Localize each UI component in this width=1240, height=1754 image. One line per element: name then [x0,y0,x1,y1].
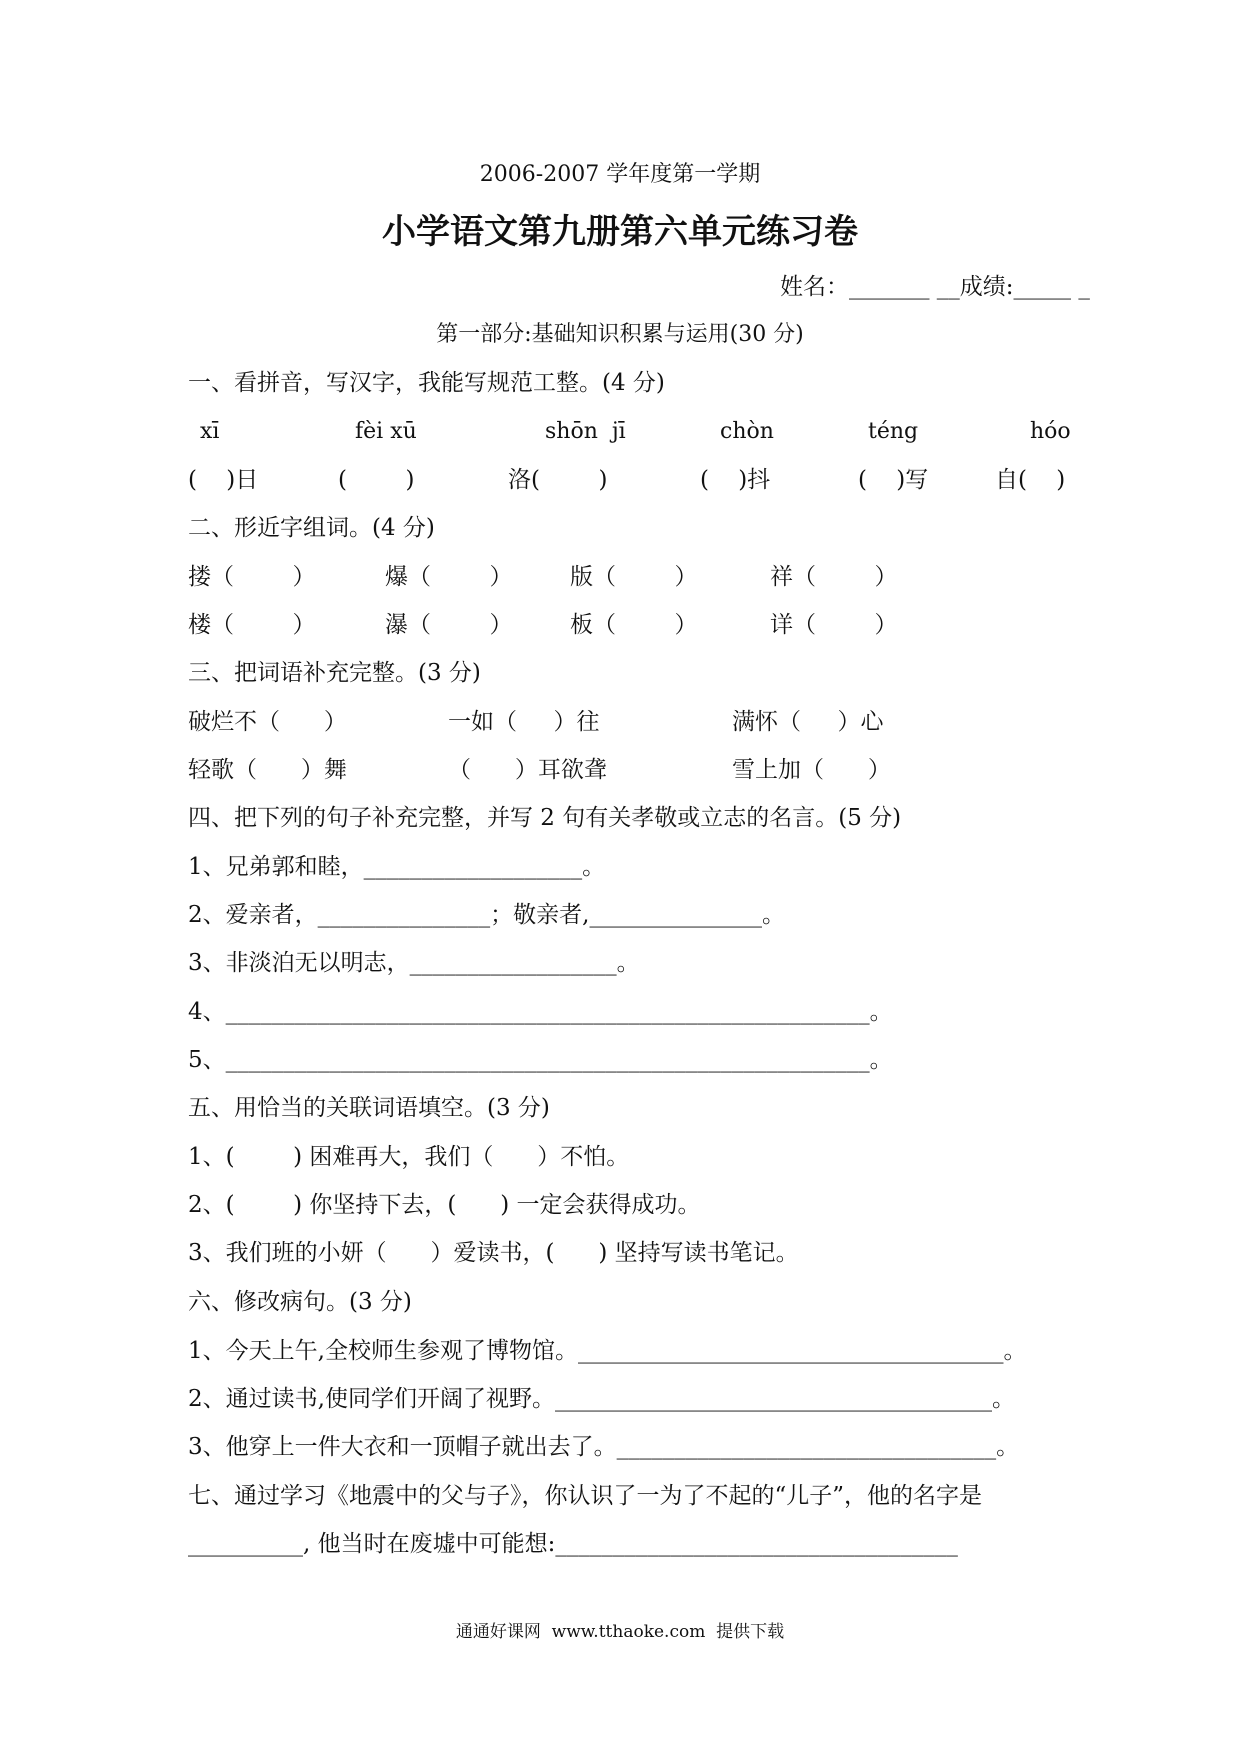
pinyin-4: chòn [720,419,774,444]
q4-line-3[interactable]: 3、非淡泊无以明志，__________________。 [188,950,640,976]
part1-title: 第一部分:基础知识积累与运用(30 分) [436,322,804,347]
q3-r1-c3[interactable]: 满怀（ ）心 [732,709,884,735]
q3-heading: 三、把词语补充完整。(3 分) [188,660,481,686]
q4-line-1[interactable]: 1、兄弟郭和睦，___________________。 [188,854,606,880]
name-score-line: 姓名：_______ __成绩:_____ _ [780,274,1090,300]
pinyin-1: xī [200,419,220,444]
q3-r2-c3[interactable]: 雪上加（ ） [732,757,891,783]
q5-line-3[interactable]: 3、我们班的小妍（ ）爱读书，( ) 坚持写读书笔记。 [188,1240,799,1266]
q1-blank-4[interactable]: ( )抖 [700,467,771,493]
q2-r1-c1[interactable]: 搂（ ） [188,564,316,590]
pinyin-3: shōn jī [545,419,626,444]
q5-line-1[interactable]: 1、( ) 困难再大，我们（ ）不怕。 [188,1144,630,1170]
q3-r1-c2[interactable]: 一如（ ）往 [448,709,600,735]
q7-line-1: 七、通过学习《地震中的父与子》，你认识了一为了不起的“儿子”，他的名字是 [188,1483,983,1509]
q1-blank-3[interactable]: 洛( ) [508,467,608,493]
q6-line-3[interactable]: 3、他穿上一件大衣和一顶帽子就出去了。_________________________________。 [188,1434,1020,1460]
q1-blank-1[interactable]: ( )日 [188,467,259,493]
q5-heading: 五、用恰当的关联词语填空。(3 分) [188,1095,550,1121]
q3-r2-c2[interactable]: （ ）耳欲聋 [448,757,607,783]
q1-blank-5[interactable]: ( )写 [858,467,929,493]
footer-source: 通通好课网 www.tthaoke.com 提供下载 [455,1622,785,1642]
q2-r1-c3[interactable]: 版（ ） [570,564,698,590]
q2-r1-c4[interactable]: 祥（ ） [770,564,898,590]
q2-r1-c2[interactable]: 爆（ ） [385,564,513,590]
q1-blank-2[interactable]: ( ) [338,467,415,493]
q3-r2-c1[interactable]: 轻歌（ ）舞 [188,757,347,783]
pinyin-2: fèi xū [355,419,417,444]
pinyin-5: téng [868,419,919,444]
q6-line-2[interactable]: 2、通过读书,使同学们开阔了视野。______________________________________。 [188,1386,1015,1412]
q1-heading: 一、看拼音，写汉字，我能写规范工整。(4 分) [188,370,665,396]
q2-r2-c3[interactable]: 板（ ） [570,612,698,638]
q2-r2-c2[interactable]: 瀑（ ） [385,612,513,638]
q4-line-2[interactable]: 2、爱亲者，_______________；敬亲者,_______________。 [188,902,785,928]
q6-heading: 六、修改病句。(3 分) [188,1289,412,1315]
page-title: 小学语文第九册第六单元练习卷 [382,212,858,252]
q2-r2-c1[interactable]: 楼（ ） [188,612,316,638]
pinyin-6: hóo [1030,419,1071,444]
q6-line-1[interactable]: 1、今天上午,全校师生参观了博物馆。_____________________________________。 [188,1338,1027,1364]
q3-r1-c1[interactable]: 破烂不（ ） [188,709,347,735]
q4-line-4[interactable]: 4、________________________________________________________。 [188,999,893,1025]
q2-r2-c4[interactable]: 详（ ） [770,612,898,638]
q4-heading: 四、把下列的句子补充完整，并写 2 句有关孝敬或立志的名言。(5 分) [188,805,902,831]
q7-line-2[interactable]: __________, 他当时在废墟中可能想:___________________________________ [188,1531,958,1557]
q5-line-2[interactable]: 2、( ) 你坚持下去，( ) 一定会获得成功。 [188,1192,701,1218]
term-heading: 2006-2007 学年度第一学期 [479,162,761,187]
q1-blank-6[interactable]: 自( ) [995,467,1066,493]
q4-line-5[interactable]: 5、________________________________________________________。 [188,1047,893,1073]
q2-heading: 二、形近字组词。(4 分) [188,515,435,541]
